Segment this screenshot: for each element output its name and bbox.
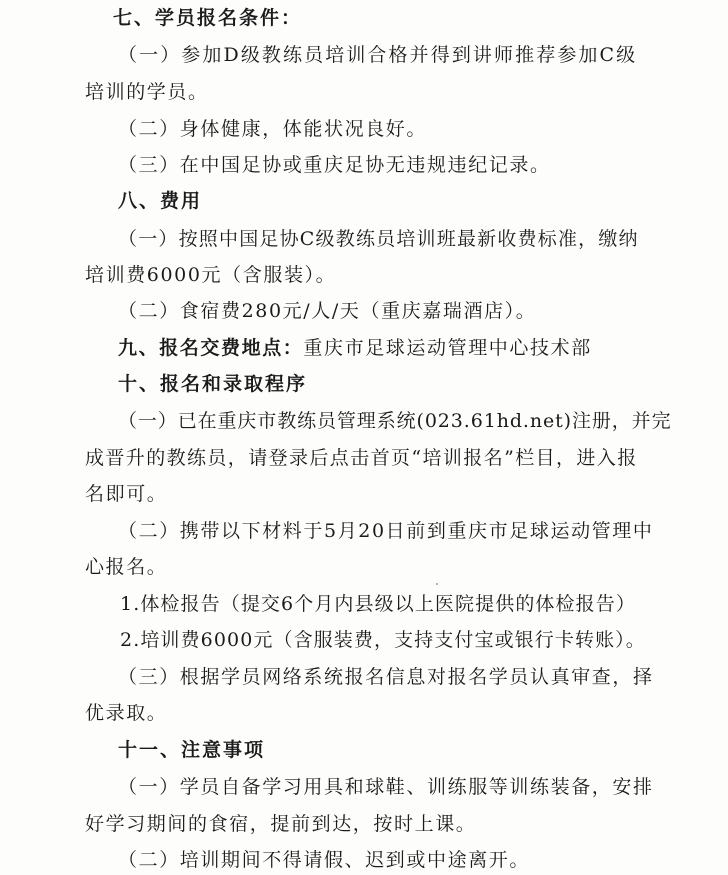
section-7-item-1-line-1: （一）参加D级教练员培训合格并得到讲师推荐参加C级: [118, 44, 638, 66]
section-7-item-1-line-2: 培训的学员。: [85, 81, 209, 103]
section-9-value: 重庆市足球运动管理中心技术部: [303, 337, 592, 359]
section-7-item-3: （三）在中国足协或重庆足协无违规违纪记录。: [118, 154, 551, 176]
section-9-title: 九、报名交费地点：: [118, 337, 304, 359]
section-10-sub-item-2: 2.培训费6000元（含服装费，支持支付宝或银行卡转账）。: [120, 629, 646, 651]
section-10-item-1-line-2: 成晋升的教练员，请登录后点击首页“培训报名”栏目，进入报: [85, 447, 638, 469]
section-7-item-2: （二）身体健康，体能状况良好。: [118, 118, 428, 140]
section-10-item-3-line-2: 优录取。: [85, 702, 168, 724]
section-9-line: [118, 336, 592, 360]
section-10-item-1-line-3: 名即可。: [85, 483, 168, 505]
section-10-item-2-line-1: （二）携带以下材料于5月20日前到重庆市足球运动管理中: [118, 520, 654, 542]
section-11-item-2: （二）培训期间不得请假、迟到或中途离开。: [118, 849, 531, 871]
section-10-item-2-line-2: 心报名。: [85, 556, 168, 578]
section-10-sub-item-1: 1.体检报告（提交6个月内县级以上医院提供的体检报告）: [120, 593, 636, 615]
section-8-item-1-line-1: （一）按照中国足协C级教练员培训班最新收费标准，缴纳: [118, 228, 639, 250]
section-7-title: 七、学员报名条件：: [113, 7, 303, 29]
section-10-item-1-line-1: （一）已在重庆市教练员管理系统(023.61hd.net)注册，并完: [118, 410, 672, 432]
section-10-title: 十、报名和录取程序: [118, 373, 308, 395]
scan-speck: [436, 583, 438, 585]
section-11-title: 十一、注意事项: [118, 739, 266, 761]
section-11-item-1-line-1: （一）学员自备学习用具和球鞋、训练服等训练装备，安排: [118, 776, 654, 798]
section-11-item-1-line-2: 好学习期间的食宿，提前到达，按时上课。: [85, 813, 477, 835]
section-8-item-1-line-2: 培训费6000元（含服装）。: [85, 264, 337, 286]
section-10-item-3-line-1: （三）根据学员网络系统报名信息对报名学员认真审查，择: [118, 666, 654, 688]
section-8-title: 八、费用: [118, 190, 203, 212]
section-8-item-2: （二）食宿费280元/人/天（重庆嘉瑞酒店）。: [118, 300, 537, 322]
